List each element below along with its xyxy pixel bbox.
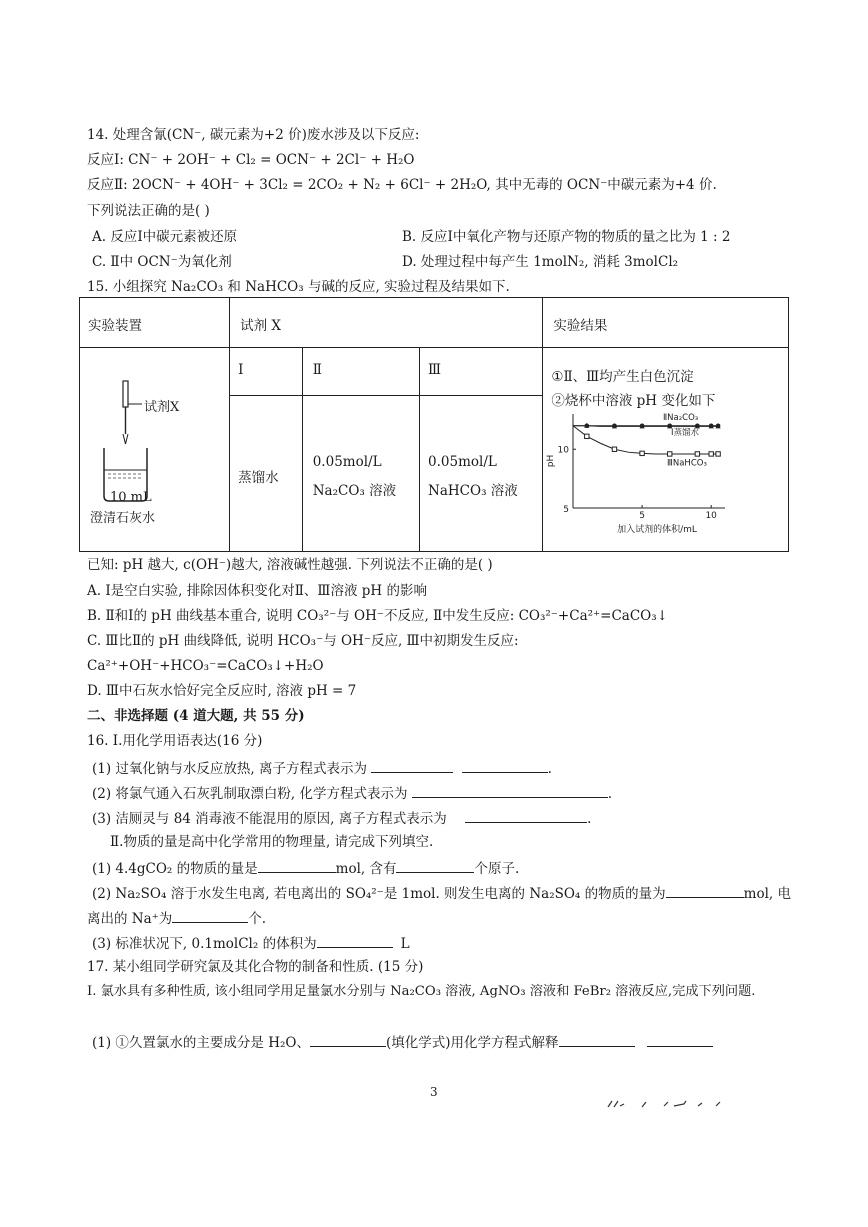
q17-part1-text-a: (1) ①久置氯水的主要成分是 H₂O、: [92, 1035, 310, 1051]
series-label-nahco3: ⅢNaHCO₃: [667, 458, 708, 469]
dropper-bulb: [123, 381, 128, 407]
q14-reaction-2: 反应Ⅱ: 2OCN⁻ + 4OH⁻ + 3Cl₂ = 2CO₂ + N₂ + 6Cl⁻ + 2H₂O, 其中无毒的 OCN⁻中碳元素为+4 价.: [87, 177, 717, 193]
q16-stem: 16. Ⅰ.用化学用语表达(16 分): [87, 733, 263, 749]
q15-option-a: A. Ⅰ是空白实验, 排除因体积变化对Ⅱ、Ⅲ溶液 pH 的影响: [87, 583, 427, 599]
answer-blank[interactable]: [371, 758, 453, 773]
data-point: [585, 434, 589, 438]
answer-blank[interactable]: [559, 1032, 635, 1047]
answer-blank[interactable]: [462, 758, 548, 773]
answer-blank[interactable]: [465, 808, 587, 823]
answer-blank[interactable]: [172, 908, 248, 923]
answer-blank[interactable]: [666, 883, 744, 898]
q16-ii-q1-text-c: 个原子.: [474, 861, 520, 877]
q14-option-a: A. 反应Ⅰ中碳元素被还原: [92, 229, 238, 245]
table-header-device: [80, 298, 230, 348]
q14-question: 下列说法正确的是( ): [87, 203, 210, 219]
answer-blank[interactable]: [317, 933, 393, 948]
q15-stem: 15. 小组探究 Na₂CO₃ 和 NaHCO₃ 与碱的反应, 实验过程及结果如下.: [87, 279, 510, 295]
q16-ii-q2-text-d: 个.: [248, 911, 267, 927]
reagent-iii-conc: 0.05mol/L: [428, 454, 497, 471]
answer-blank[interactable]: [258, 858, 336, 873]
result-1: ①Ⅱ、Ⅲ均产生白色沉淀: [551, 369, 694, 385]
q14-stem: 14. 处理含氰(CN⁻, 碳元素为+2 价)废水涉及以下反应:: [87, 127, 420, 143]
col-i-label: Ⅰ: [238, 362, 244, 378]
period: .: [587, 811, 592, 827]
page-number: 3: [430, 1085, 438, 1099]
reagent-i: [230, 396, 303, 552]
q16-ii-q2-cont: [87, 908, 266, 928]
volume-label: 10 mL: [110, 490, 152, 505]
q15-option-d: D. Ⅲ中石灰水恰好完全反应时, 溶液 pH = 7: [87, 683, 357, 699]
table-header-reagent: [230, 298, 543, 348]
q16-part2-text: (2) 将氯气通入石灰乳制取漂白粉, 化学方程式表示为: [92, 786, 408, 802]
col-i: [230, 348, 303, 396]
q16-ii-q3-text-a: (3) 标准状况下, 0.1molCl₂ 的体积为: [92, 936, 317, 952]
q16-ii-q1-text-a: (1) 4.4gCO₂ 的物质的量是: [92, 861, 258, 877]
q16-part3: [92, 808, 591, 828]
q16-ii-q2: [92, 883, 791, 903]
reagent-iii-name: NaHCO₃ 溶液: [428, 483, 518, 500]
lime-water-label: 澄清石灰水: [90, 511, 156, 526]
col-ii: [302, 348, 419, 396]
x-tick-label: 5: [639, 511, 646, 521]
series-label-water: Ⅰ蒸馏水: [671, 428, 700, 439]
data-point: [696, 452, 700, 456]
apparatus-cell: [80, 348, 230, 552]
q14-option-c: C. Ⅱ中 OCN⁻为氧化剂: [92, 254, 232, 270]
header-result-label: 实验结果: [553, 318, 608, 334]
origin-label: 5: [563, 505, 570, 515]
x-tick-label: 10: [705, 511, 718, 521]
answer-blank[interactable]: [412, 783, 608, 798]
q16-ii-q2-text-b: mol, 电: [743, 886, 791, 902]
q15-known: 已知: pH 越大, c(OH⁻)越大, 溶液碱性越强. 下列说法不正确的是( ): [87, 557, 493, 573]
col-iii: [420, 348, 543, 396]
reagent-i-text: 蒸馏水: [238, 470, 279, 487]
data-point: [640, 451, 644, 455]
answer-blank[interactable]: [310, 1032, 386, 1047]
q15-option-b: B. Ⅱ和Ⅰ的 pH 曲线基本重合, 说明 CO₃²⁻与 OH⁻不反应, Ⅱ中发生反应: CO₃²⁻+Ca²⁺=CaCO₃↓: [87, 608, 668, 624]
header-reagent-label: 试剂 X: [240, 318, 282, 334]
col-ii-label: Ⅱ: [312, 362, 322, 378]
answer-blank[interactable]: [396, 858, 474, 873]
q16-ii-q3: [92, 933, 410, 953]
q16-part3-text: (3) 洁厕灵与 84 消毒液不能混用的原因, 离子方程式表示为: [92, 811, 447, 827]
result-cell: [543, 348, 789, 552]
q15-option-c-line1: C. Ⅲ比Ⅱ的 pH 曲线降低, 说明 HCO₃⁻与 OH⁻反应, Ⅲ中初期发生反应:: [87, 633, 519, 649]
q16-part1: [92, 758, 552, 778]
reagent-ii-name: Na₂CO₃ 溶液: [312, 483, 397, 500]
dropper-tip: [123, 434, 126, 444]
data-point: [716, 452, 720, 456]
q16-ii-q2-text-a: (2) Na₂SO₄ 溶于水发生电离, 若电离出的 SO₄²⁻是 1mol. 则发生电离的 Na₂SO₄ 的物质的量为: [92, 886, 666, 902]
section-2-title: 二、非选择题 (4 道大题, 共 55 分): [87, 708, 305, 724]
result-2: ②烧杯中溶液 pH 变化如下: [551, 393, 716, 409]
data-point: [613, 447, 617, 451]
q16-part1-text: (1) 过氧化钠与水反应放热, 离子方程式表示为: [92, 761, 367, 777]
answer-blank[interactable]: [647, 1032, 713, 1047]
reagent-ii: [302, 396, 419, 552]
period: .: [547, 761, 552, 777]
reagent-x-label: 试剂X: [144, 400, 180, 415]
q17-part1-text-b: (填化学式)用化学方程式解释: [385, 1035, 559, 1051]
q16-ii-q2-text-c: 离出的 Na⁺为: [87, 911, 173, 927]
q14-option-b: B. 反应Ⅰ中氧化产物与还原产物的物质的量之比为 1 : 2: [402, 229, 731, 245]
period: .: [607, 786, 613, 802]
series-label-na2co3: ⅡNa₂CO₃: [663, 413, 699, 423]
q14-reaction-1: 反应Ⅰ: CN⁻ + 2OH⁻ + Cl₂ = OCN⁻ + 2Cl⁻ + H₂O: [87, 152, 415, 168]
ph-chart: [545, 408, 785, 548]
data-point: [709, 452, 713, 456]
q14-option-d: D. 处理过程中每产生 1molN₂, 消耗 3molCl₂: [402, 254, 679, 270]
q16-ii-q1-text-b: mol, 含有: [335, 861, 397, 877]
reagent-ii-conc: 0.05mol/L: [312, 454, 382, 471]
q16-ii-q3-text-b: L: [400, 936, 410, 952]
x-axis-label: 加入试剂的体积/mL: [617, 525, 698, 535]
q16-part2: [92, 783, 612, 803]
header-device-label: 实验装置: [88, 318, 142, 334]
y-tick-label: 10: [557, 445, 570, 456]
q17-part1: [92, 1032, 713, 1052]
handwritten-scribble: [606, 1098, 726, 1110]
table-header-result: [543, 298, 789, 348]
q16-part-ii: Ⅱ.物质的量是高中化学常用的物理量, 请完成下列填空.: [110, 834, 434, 850]
experiment-table: [79, 297, 789, 552]
q17-stem: 17. 某小组同学研究氯及其化合物的制备和性质. (15 分): [87, 959, 424, 975]
q16-ii-q1: [92, 858, 519, 878]
reagent-iii: [420, 396, 543, 552]
q15-option-c-line2: Ca²⁺+OH⁻+HCO₃⁻=CaCO₃↓+H₂O: [87, 658, 324, 674]
data-point: [668, 452, 672, 456]
y-axis-label: pH: [546, 454, 557, 468]
q17-part-i: Ⅰ. 氯水具有多种性质, 该小组同学用足量氯水分别与 Na₂CO₃ 溶液, AgNO₃ 溶液和 FeBr₂ 溶液反应,完成下列问题.: [87, 984, 756, 999]
col-iii-label: Ⅲ: [428, 362, 442, 378]
